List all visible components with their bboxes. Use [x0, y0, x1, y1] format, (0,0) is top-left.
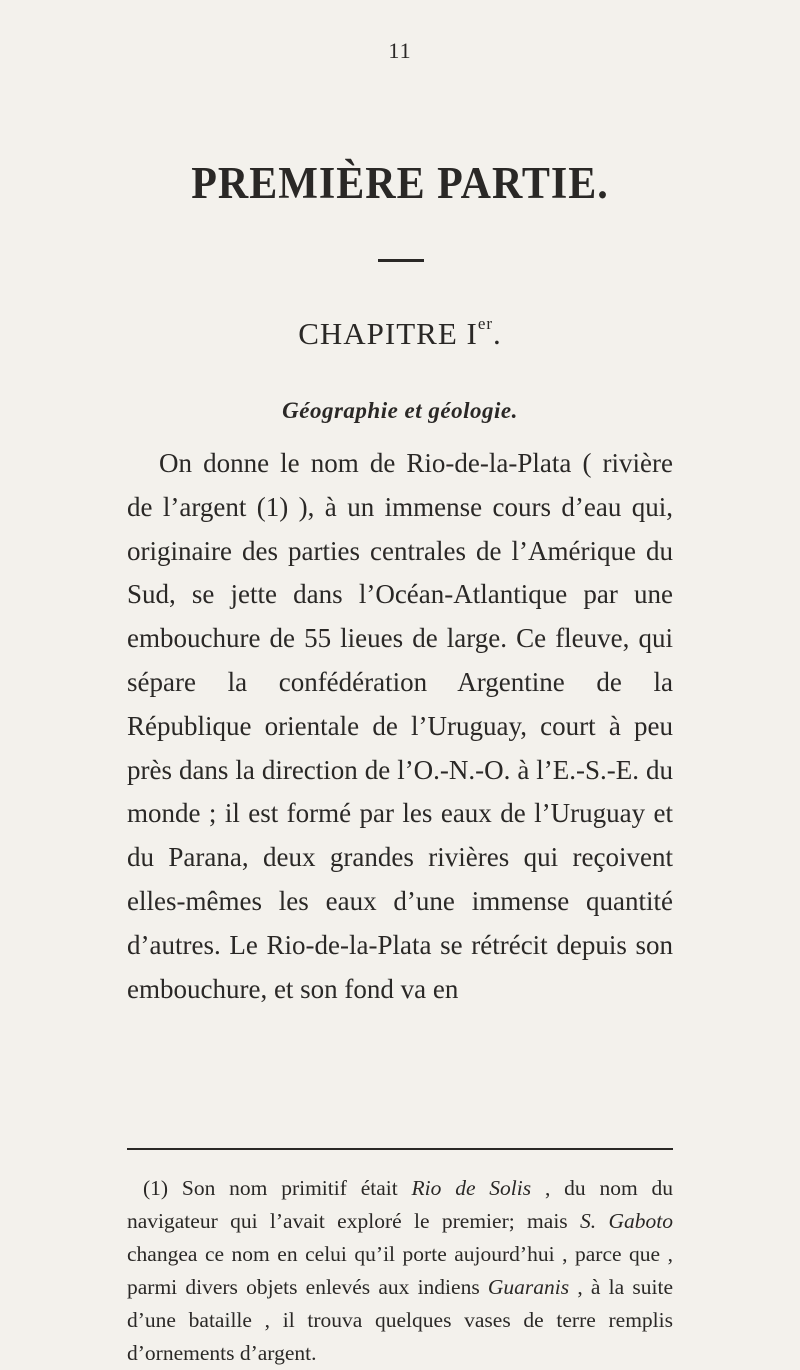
footnote-text: , du nom du navigateur qui l’avait exploré le premier; mais — [127, 1176, 673, 1233]
section-title: Géographie et géologie. — [282, 398, 518, 423]
body-paragraph: On donne le nom de Rio-de-la-Plata ( rivière de l’argent (1) ), à un immense cours d’eau qui, originaire des parties centrales de l’Amérique du Sud, se jette dans l’Océan-Atlantique par une embouchure de 55 lieues de large. Ce fleuve, qui sépare la confédération Argentine de la République orientale de l’Uruguay, court à peu près dans la direction de l’O.-N.-O. à l’E.-S.-E. du monde ; il est formé par les eaux de l’Uruguay et du Parana, deux grandes rivières qui reçoivent elles-mêmes les eaux d’une immense quantité d’autres. Le Rio-de-la-Plata se rétrécit depuis son embouchure, et son fond va en — [127, 448, 673, 1004]
chapter-label: CHAPITRE I — [298, 316, 478, 351]
footnote — [127, 1172, 673, 1370]
footnote-text: (1) Son nom primitif était — [143, 1176, 412, 1200]
chapter-end: . — [493, 316, 502, 351]
footnote-italic-gaboto: S. Gaboto — [580, 1209, 673, 1233]
footnote-text: changea ce nom en celui qu’il porte aujourd’hui , parce que , parmi divers objets enlevés aux indiens — [127, 1242, 673, 1299]
part-title: PREMIÈRE PARTIE. — [191, 159, 609, 209]
footnote-text: , à la suite d’une bataille , il trouva quelques vases de terre remplis d’ornements d’argent. — [127, 1275, 673, 1365]
footnote-italic-rio-de-solis: Rio de Solis — [411, 1176, 532, 1200]
title-divider — [378, 259, 424, 262]
page-number: 11 — [388, 38, 412, 63]
chapter-ordinal-suffix: er — [477, 314, 494, 333]
footnote-italic-guaranis: Guaranis — [487, 1275, 570, 1299]
chapter-title — [0, 316, 800, 352]
footnote-divider — [127, 1148, 673, 1150]
